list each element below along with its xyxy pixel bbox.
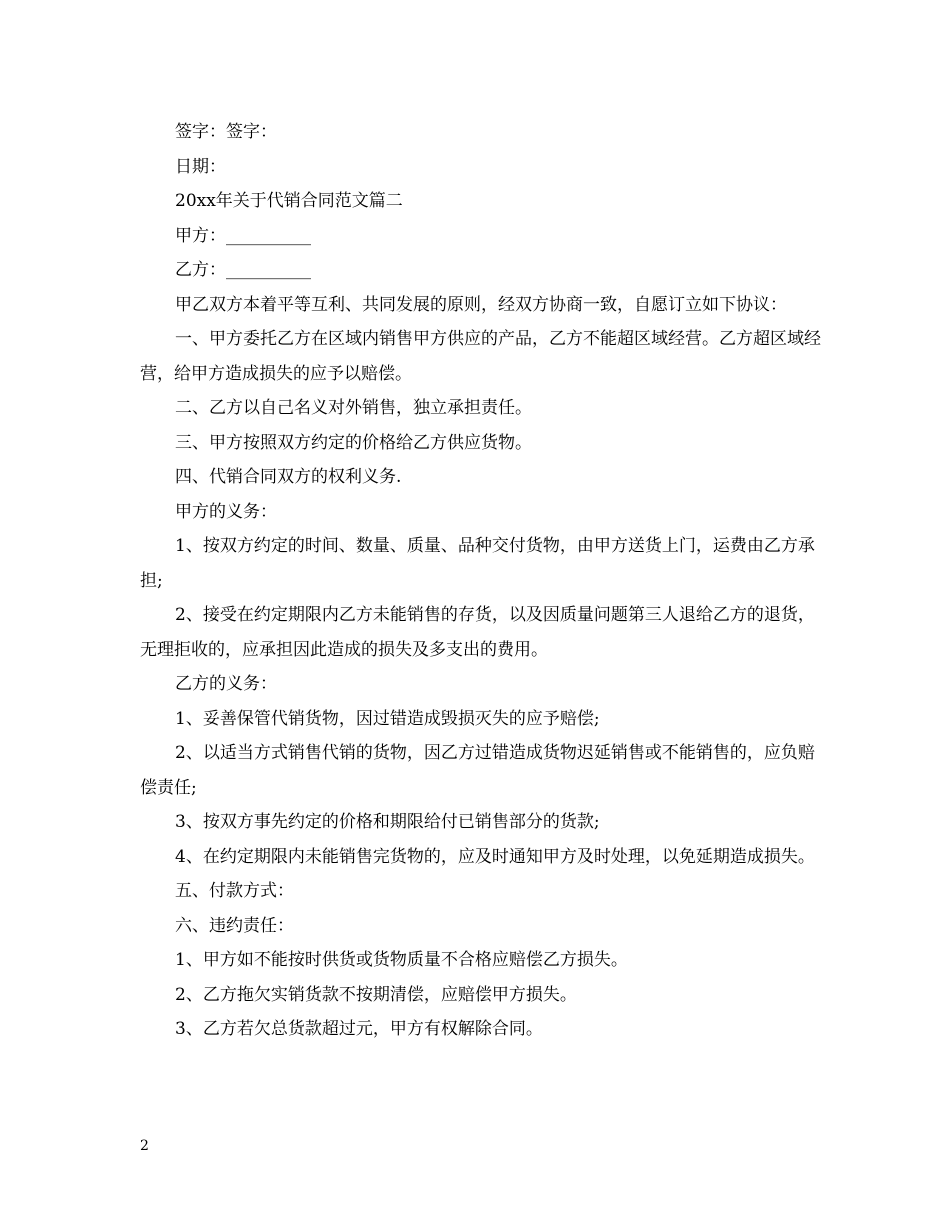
clause-3: 三、甲方按照双方约定的价格给乙方供应货物。 [175,432,532,453]
signature-line: 签字：签字： [175,122,277,142]
date-line: 日期： [175,156,226,177]
clause-6-liability: 六、违约责任： [175,915,294,936]
party-b-duty-3: 3、按双方事先约定的价格和期限给付已销售部分的货款; [175,812,600,832]
party-a-duty-1: 1、按双方约定的时间、数量、质量、品种交付货物，由甲方送货上门，运费由乙方承担; [140,536,815,591]
liability-item-1: 1、甲方如不能按时供货或货物质量不合格应赔偿乙方损失。 [175,950,628,970]
party-b-duties-heading: 乙方的义务： [175,674,277,694]
clause-2: 二、乙方以自己名义对外销售，独立承担责任。 [175,398,532,418]
clause-1: 一、甲方委托乙方在区域内销售甲方供应的产品，乙方不能超区域经营。乙方超区域经营，给甲方造成损失的应予以赔偿。 [140,329,821,384]
clause-4: 四、代销合同双方的权利义务. [175,467,402,487]
party-b-duty-2: 2、以适当方式销售代销的货物，因乙方过错造成货物迟延销售或不能销售的，应负赔偿责任; [140,743,815,798]
liability-item-3: 3、乙方若欠总货款超过元，甲方有权解除合同。 [175,1019,543,1039]
party-a-line: 甲方：__________ [175,225,311,246]
intro-paragraph: 甲乙双方本着平等互利、共同发展的原则，经双方协商一致，自愿订立如下协议： [175,294,787,315]
party-a-duties-heading: 甲方的义务： [175,501,277,522]
document-body [140,115,830,1047]
party-b-duty-4: 4、在约定期限内未能销售完货物的，应及时通知甲方及时处理，以免延期造成损失。 [175,846,815,867]
clause-5-payment: 五、付款方式： [175,881,294,901]
party-b-duty-1: 1、妥善保管代销货物，因过错造成毁损灭失的应予赔偿; [175,708,600,729]
party-a-duty-2: 2、接受在约定期限内乙方未能销售的存货，以及因质量问题第三人退给乙方的退货，无理拒收的，应承担因此造成的损失及多支出的费用。 [140,605,815,660]
liability-item-2: 2、乙方拖欠实销货款不按期清偿，应赔偿甲方损失。 [175,984,577,1005]
page-number: 2 [140,1138,149,1154]
party-b-line: 乙方：__________ [175,260,311,280]
section-title: 20xx年关于代销合同范文篇二 [175,191,403,211]
